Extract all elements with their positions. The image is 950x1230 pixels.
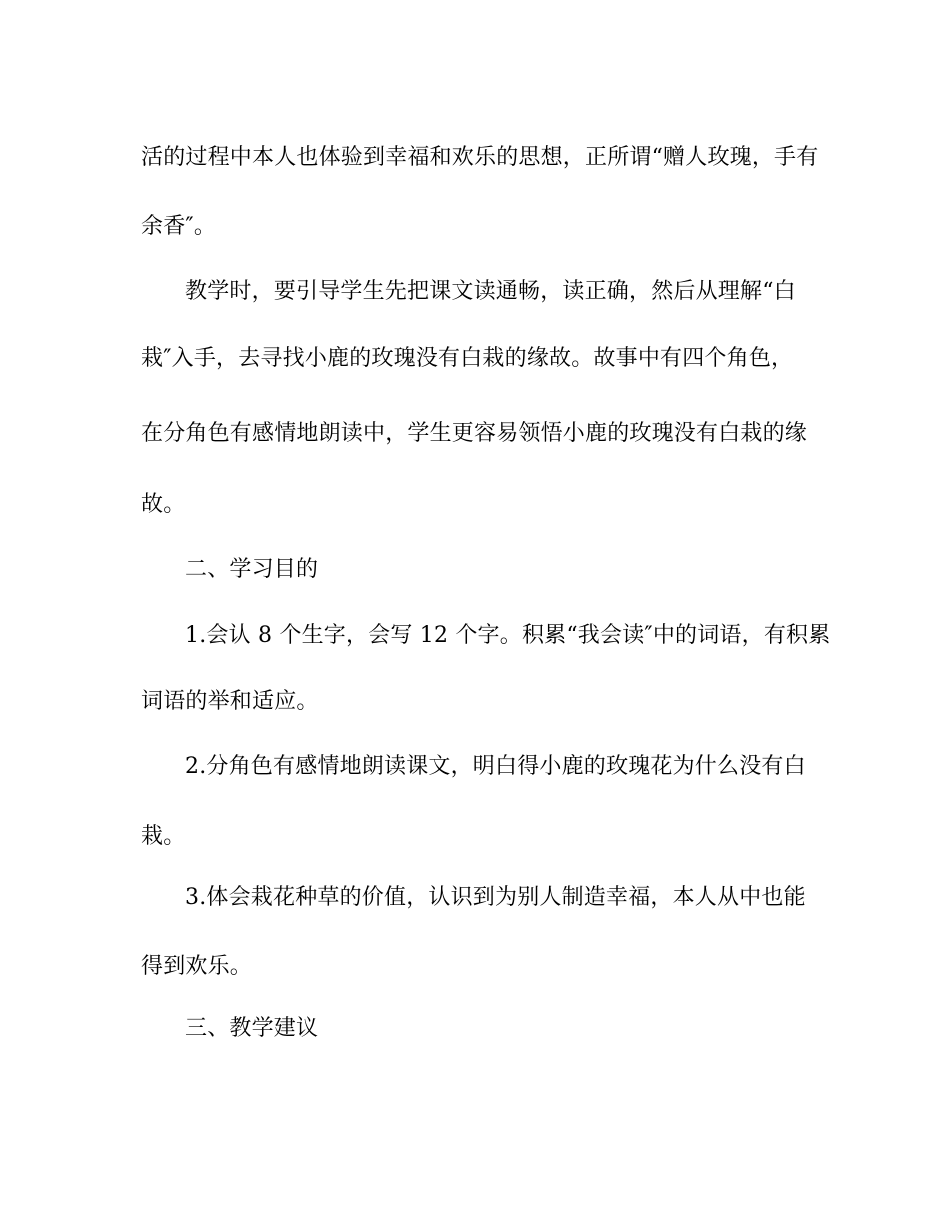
text-line: 词语的举和适应。: [141, 689, 319, 714]
section-heading: 二、学习目的: [185, 557, 319, 582]
objective-item-1: 1.会认 8 个生字，会写 12 个字。积累“我会读″中的词语，有积累: [185, 623, 831, 648]
section-heading: 三、教学建议: [185, 1016, 319, 1041]
text-line: 故。: [141, 492, 186, 517]
paragraph-start-line: 教学时，要引导学生先把课文读通畅，读正确，然后从理解“白: [185, 279, 796, 304]
text-line: 栽。: [141, 824, 186, 849]
text-line: 活的过程中本人也体验到幸福和欢乐的思想，正所谓“赠人玫瑰，手有: [141, 145, 819, 170]
text-line: 在分角色有感情地朗读中，学生更容易领悟小鹿的玫瑰没有白栽的缘: [141, 421, 808, 446]
text-line: 余香″。: [141, 214, 217, 239]
text-line: 栽″入手，去寻找小鹿的玫瑰没有白栽的缘故。故事中有四个角色，: [141, 346, 794, 371]
objective-item-2: 2.分角色有感情地朗读课文，明白得小鹿的玫瑰花为什么没有白: [185, 754, 806, 779]
objective-item-3: 3.体会栽花种草的价值，认识到为别人制造幸福，本人从中也能: [185, 885, 806, 910]
text-line: 得到欢乐。: [141, 954, 253, 979]
